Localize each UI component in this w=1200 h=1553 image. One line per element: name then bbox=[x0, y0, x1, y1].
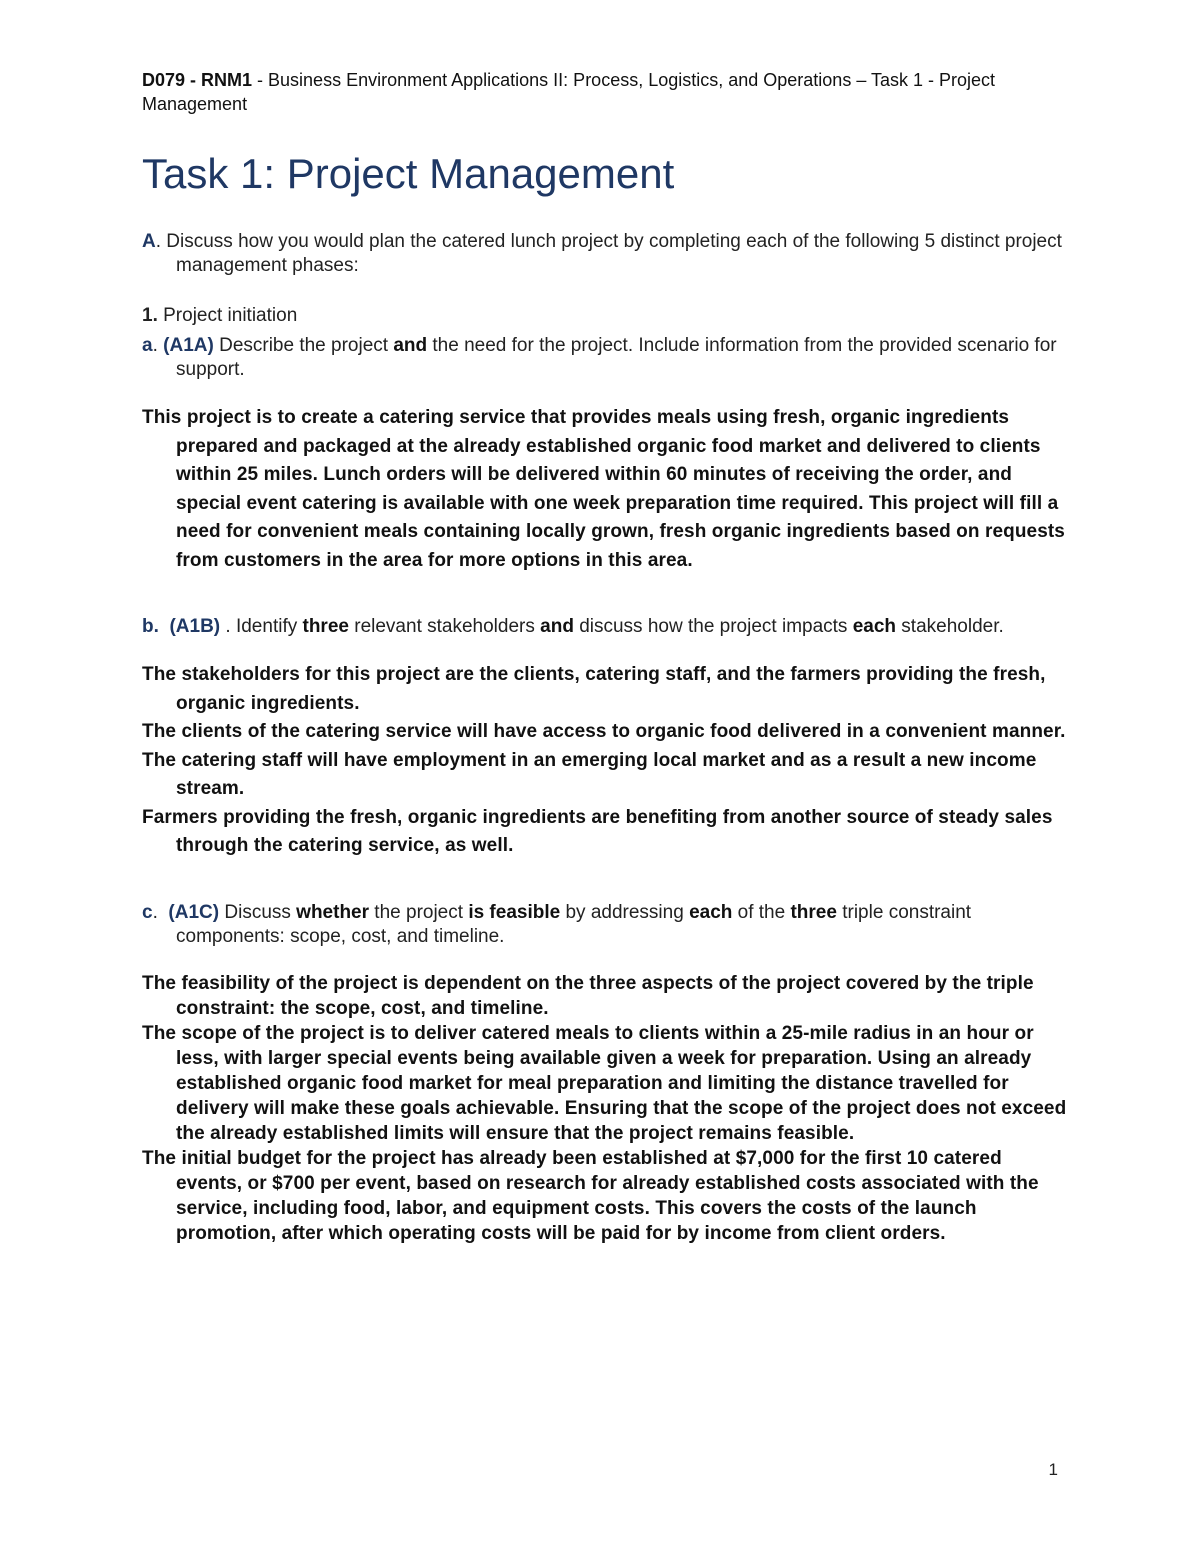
page-title: Task 1: Project Management bbox=[142, 150, 675, 197]
question-a1c-k4: three bbox=[790, 901, 837, 923]
question-a1c-k3: each bbox=[689, 901, 733, 923]
question-a1b-t1: . Identify bbox=[220, 616, 303, 637]
answer-a1b-clients: The clients of the catering service will have access to organic food delivered in a convenient manner. bbox=[142, 721, 1066, 742]
question-a1b bbox=[142, 615, 1067, 639]
section-a-prompt bbox=[142, 230, 1067, 278]
running-header bbox=[142, 68, 1067, 116]
answer-a1c-budget: The initial budget for the project has already been established at $7,000 for the first 10 catered events, or $700 per event, based on research for already established costs associated with the service, including food, labor, and equipment costs. This covers the costs of the launch promotion, after which operating costs will be paid for by income from client orders. bbox=[142, 1147, 1039, 1244]
section-a-text: . Discuss how you would plan the catered lunch project by completing each of the following 5 distinct project management phases: bbox=[155, 231, 1062, 276]
question-a1c-code: (A1C) bbox=[168, 901, 220, 923]
question-a1c bbox=[142, 901, 1067, 949]
page-number: 1 bbox=[1048, 1460, 1058, 1479]
answer-a1b-stakeholders: The stakeholders for this project are the clients, catering staff, and the farmers providing the fresh, organic ingredients. bbox=[142, 664, 1046, 714]
page-content bbox=[142, 68, 1067, 1246]
section-a-label: A bbox=[142, 231, 156, 252]
question-a1c-t5: triple constraint components: scope, cost, and timeline. bbox=[176, 901, 972, 947]
question-a1c-k2: is feasible bbox=[468, 901, 561, 923]
phase-1-number: 1. bbox=[142, 305, 158, 326]
phase-1-text: Project initiation bbox=[157, 305, 298, 326]
answer-a1c-feasibility: The feasibility of the project is dependent on the three aspects of the project covered by the triple constraint: the scope, cost, and timeline. bbox=[142, 972, 1034, 1019]
phase-1-heading bbox=[142, 304, 1067, 328]
question-a1a-letter: a bbox=[142, 335, 153, 356]
answer-a1a: This project is to create a catering service that provides meals using fresh, organic ingredients prepared and packaged at the already established organic food market and delivered to clients within 25 miles. Lunch orders will be delivered within 60 minutes of receiving the order, and special event catering is available with one week preparation time required. This project will fill a need for convenient meals containing locally grown, fresh organic ingredients based on requests from customers in the area for more options in this area. bbox=[142, 407, 1065, 571]
question-a1b-t4: stakeholder. bbox=[896, 616, 1004, 637]
course-title: - Business Environment Applications II: Process, Logistics, and Operations – Task 1 - Project Management bbox=[142, 70, 996, 114]
question-a1a-k1: and bbox=[393, 335, 428, 356]
answer-a1c-scope: The scope of the project is to deliver catered meals to clients within a 25-mile radius in an hour or less, with larger special events being available given a week for preparation. Using an already established organic food market for meal preparation and limiting the distance travelled for delivery will make these goals achievable. Ensuring that the scope of the project does not exceed the already established limits will ensure that the project remains feasible. bbox=[142, 1022, 1067, 1144]
question-a1a bbox=[142, 334, 1067, 382]
question-a1c-k1: whether bbox=[296, 901, 370, 923]
answer-a1b-staff: The catering staff will have employment in an emerging local market and as a result a new income stream. bbox=[142, 749, 1037, 799]
question-a1b-k1: three bbox=[302, 616, 349, 637]
question-a1b-k2: and bbox=[540, 616, 574, 637]
question-a1c-t2: the project bbox=[369, 901, 469, 923]
question-a1a-sep: . bbox=[152, 335, 164, 356]
question-a1a-t1: Describe the project bbox=[213, 335, 394, 356]
question-a1c-t3: by addressing bbox=[560, 901, 690, 923]
answer-a1b-farmers: Farmers providing the fresh, organic ingredients are benefiting from another source of steady sales through the catering service, as well. bbox=[142, 806, 1053, 856]
question-a1b-code: (A1B) bbox=[169, 616, 221, 637]
question-a1b-k3: each bbox=[852, 616, 897, 637]
question-a1c-t4: of the bbox=[732, 901, 791, 923]
question-a1b-t3: discuss how the project impacts bbox=[573, 616, 853, 637]
question-a1c-sep: . bbox=[152, 901, 169, 923]
question-a1c-t1: Discuss bbox=[219, 901, 297, 923]
question-a1a-code: (A1A) bbox=[163, 335, 214, 356]
question-a1a-t2: the need for the project. Include information from the provided scenario for support. bbox=[176, 335, 1057, 380]
question-a1b-letter: b. bbox=[142, 616, 159, 637]
question-a1b-sep bbox=[159, 616, 170, 637]
course-code: D079 - RNM1 bbox=[142, 70, 253, 90]
question-a1c-letter: c bbox=[142, 901, 153, 923]
question-a1b-t2: relevant stakeholders bbox=[348, 616, 541, 637]
